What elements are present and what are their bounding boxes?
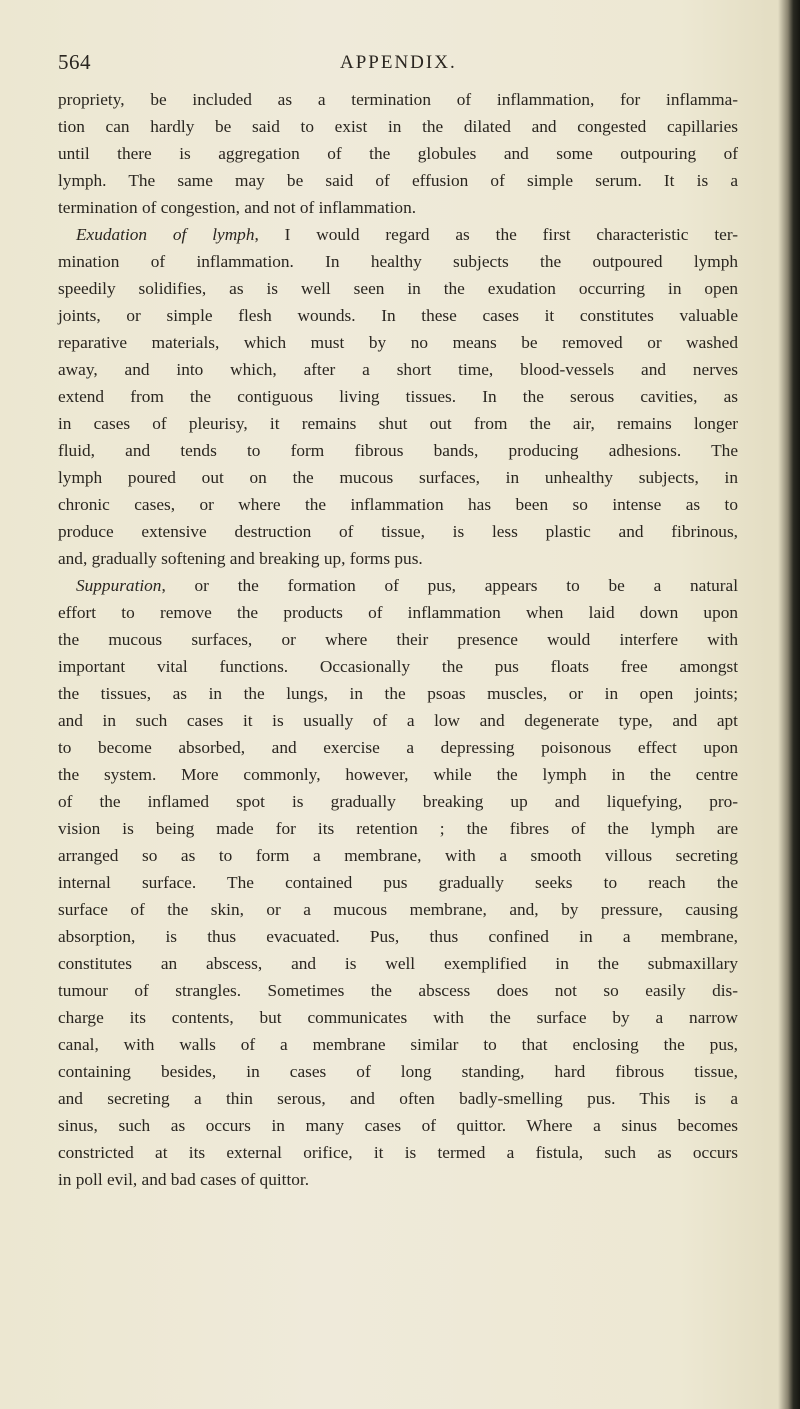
text-line (58, 572, 738, 599)
text-line: in poll evil, and bad cases of quittor. (58, 1170, 310, 1189)
text-line: and, gradually softening and breaking up, forms pus. (58, 549, 423, 568)
text-line: containing besides, in cases of long standing, hard fibrous tissue, (58, 1062, 738, 1081)
text-line: fluid, and tends to form fibrous bands, producing adhesions. The (58, 441, 738, 460)
running-head: APPENDIX. (340, 52, 457, 73)
italic-term: Exudation of lymph (76, 225, 255, 244)
text-line (58, 221, 738, 248)
text-line: the tissues, as in the lungs, in the psoas muscles, or in open joints; (58, 684, 738, 703)
text-line: away, and into which, after a short time, blood-vessels and nerves (58, 360, 738, 379)
text-run: , I would regard as the first characteristic ter- (254, 225, 738, 244)
text-line: of the inflamed spot is gradually breaking up and liquefying, pro- (58, 792, 738, 811)
text-line: internal surface. The contained pus gradually seeks to reach the (58, 873, 738, 892)
text-line: and secreting a thin serous, and often badly-smelling pus. This is a (58, 1089, 738, 1108)
text-line: termination of congestion, and not of inflammation. (58, 198, 417, 217)
text-line: joints, or simple flesh wounds. In these cases it constitutes valuable (58, 306, 738, 325)
body-text (58, 86, 738, 1193)
text-line: absorption, is thus evacuated. Pus, thus confined in a membrane, (58, 927, 738, 946)
text-line: until there is aggregation of the globules and some outpouring of (58, 144, 738, 163)
text-line: arranged so as to form a membrane, with a smooth villous secreting (58, 846, 738, 865)
page-number: 564 (58, 50, 91, 74)
text-line: tion can hardly be said to exist in the dilated and congested capillaries (58, 117, 738, 136)
text-line: the mucous surfaces, or where their presence would interfere with (58, 630, 738, 649)
text-line: and in such cases it is usually of a low and degenerate type, and apt (58, 711, 738, 730)
text-line: charge its contents, but communicates with the surface by a narrow (58, 1008, 738, 1027)
paragraph (58, 221, 738, 572)
text-line: propriety, be included as a termination of inflammation, for inflamma- (58, 90, 738, 109)
text-line: effort to remove the products of inflammation when laid down upon (58, 603, 738, 622)
text-line: in cases of pleurisy, it remains shut out from the air, remains longer (58, 414, 738, 433)
text-line: lymph. The same may be said of effusion of simple serum. It is a (58, 171, 738, 190)
text-line: constricted at its external orifice, it is termed a fistula, such as occurs (58, 1143, 738, 1162)
text-line: reparative materials, which must by no means be removed or washed (58, 333, 738, 352)
text-line: constitutes an abscess, and is well exemplified in the submaxillary (58, 954, 738, 973)
paragraph (58, 572, 738, 1193)
text-line: mination of inflammation. In healthy subjects the outpoured lymph (58, 252, 738, 271)
text-line: important vital functions. Occasionally the pus floats free amongst (58, 657, 738, 676)
text-line: to become absorbed, and exercise a depressing poisonous effect upon (58, 738, 738, 757)
text-line: sinus, such as occurs in many cases of quittor. Where a sinus becomes (58, 1116, 738, 1135)
page-binding-edge (778, 0, 800, 1409)
page-header (0, 50, 800, 84)
text-run: , or the formation of pus, appears to be a natural (161, 576, 738, 595)
text-line: lymph poured out on the mucous surfaces, in unhealthy subjects, in (58, 468, 738, 487)
text-line: surface of the skin, or a mucous membrane, and, by pressure, causing (58, 900, 738, 919)
text-line: extend from the contiguous living tissues. In the serous cavities, as (58, 387, 738, 406)
italic-term: Suppuration (76, 576, 162, 595)
text-line: the system. More commonly, however, while the lymph in the centre (58, 765, 738, 784)
text-line: tumour of strangles. Sometimes the abscess does not so easily dis- (58, 981, 738, 1000)
text-line: speedily solidifies, as is well seen in the exudation occurring in open (58, 279, 738, 298)
text-line: vision is being made for its retention ; the fibres of the lymph are (58, 819, 738, 838)
text-line: produce extensive destruction of tissue, is less plastic and fibrinous, (58, 522, 738, 541)
paragraph (58, 86, 738, 221)
text-line: canal, with walls of a membrane similar to that enclosing the pus, (58, 1035, 738, 1054)
text-line: chronic cases, or where the inflammation has been so intense as to (58, 495, 738, 514)
